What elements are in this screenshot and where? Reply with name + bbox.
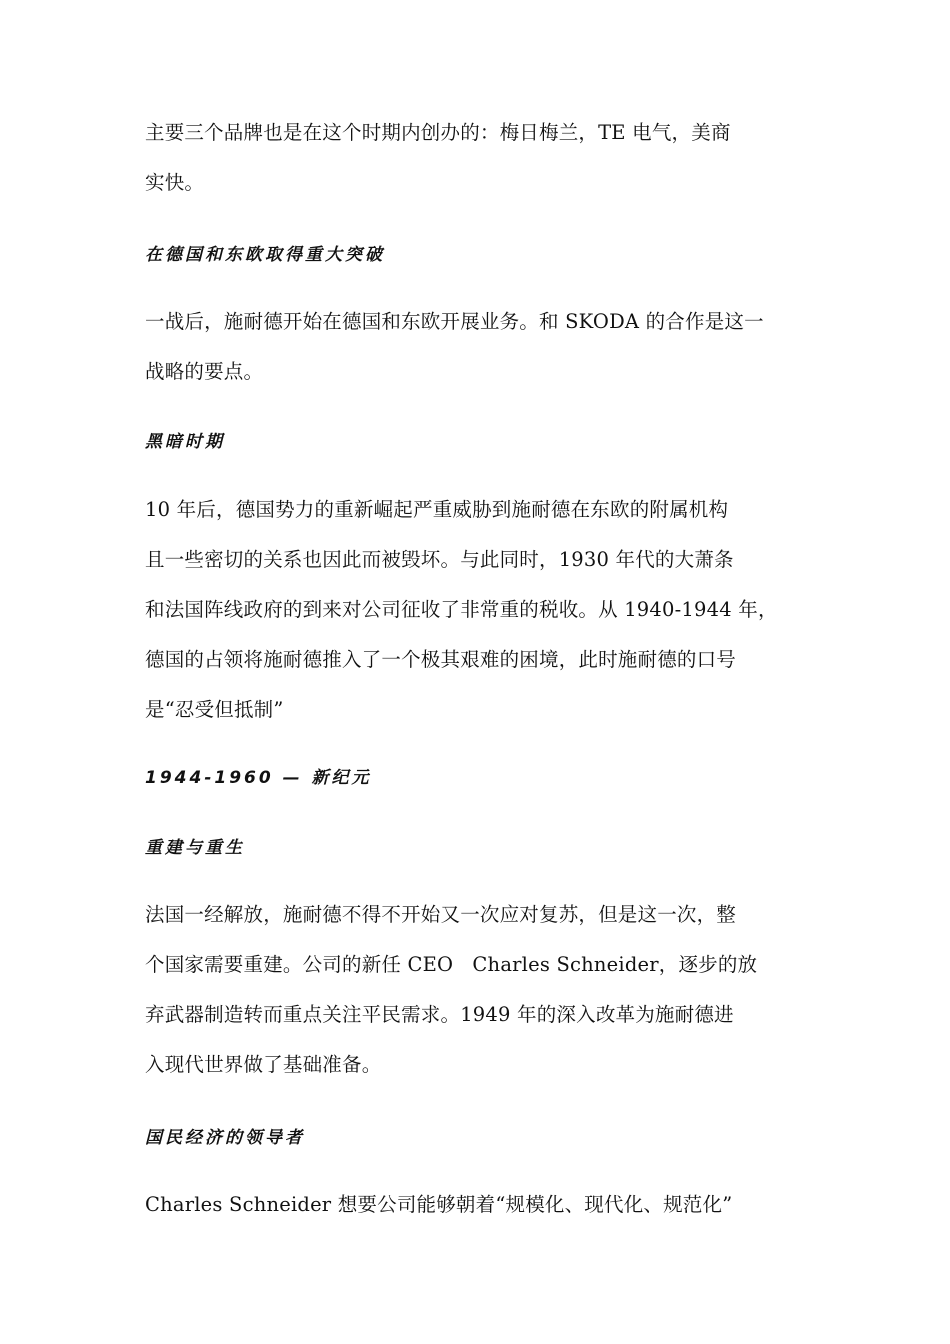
paragraph-dark-period: 10 年后，德国势力的重新崛起严重威胁到施耐德在东欧的附属机构 且一些密切的关系也因此而被毁坏。与此同时，1930 年代的大萧条 和法国阵线政府的到来对公司征收了非常重的税收。从 1940-1944 年， 德国的占领将施耐德推入了一个极其艰难的困境，此时施耐德的口号 是“忍受但抵制” xyxy=(145,498,778,721)
paragraph-post-war: 一战后，施耐德开始在德国和东欧开展业务。和 SKODA 的合作是这一 战略的要点。 xyxy=(145,310,764,383)
heading-new-era: 1944-1960 — 新纪元 xyxy=(145,768,372,788)
paragraph-rebuild: 法国一经解放，施耐德不得不开始又一次应对复苏，但是这一次，整 个国家需要重建。公司的新任 CEO Charles Schneider，逐步的放 弃武器制造转而重点关注平民需求。1949 年的深入改革为施耐德进 入现代世界做了基础准备。 xyxy=(145,903,758,1076)
paragraph-economy-leader: Charles Schneider 想要公司能够朝着“规模化、现代化、规范化” xyxy=(145,1193,733,1216)
heading-germany-breakthrough: 在德国和东欧取得重大突破 xyxy=(145,245,385,265)
heading-rebuild: 重建与重生 xyxy=(145,838,245,858)
paragraph-brands: 主要三个品牌也是在这个时期内创办的：梅日梅兰，TE 电气，美商 实快。 xyxy=(145,121,731,194)
heading-dark-period: 黑暗时期 xyxy=(145,432,225,452)
heading-economy-leader: 国民经济的领导者 xyxy=(145,1128,305,1148)
